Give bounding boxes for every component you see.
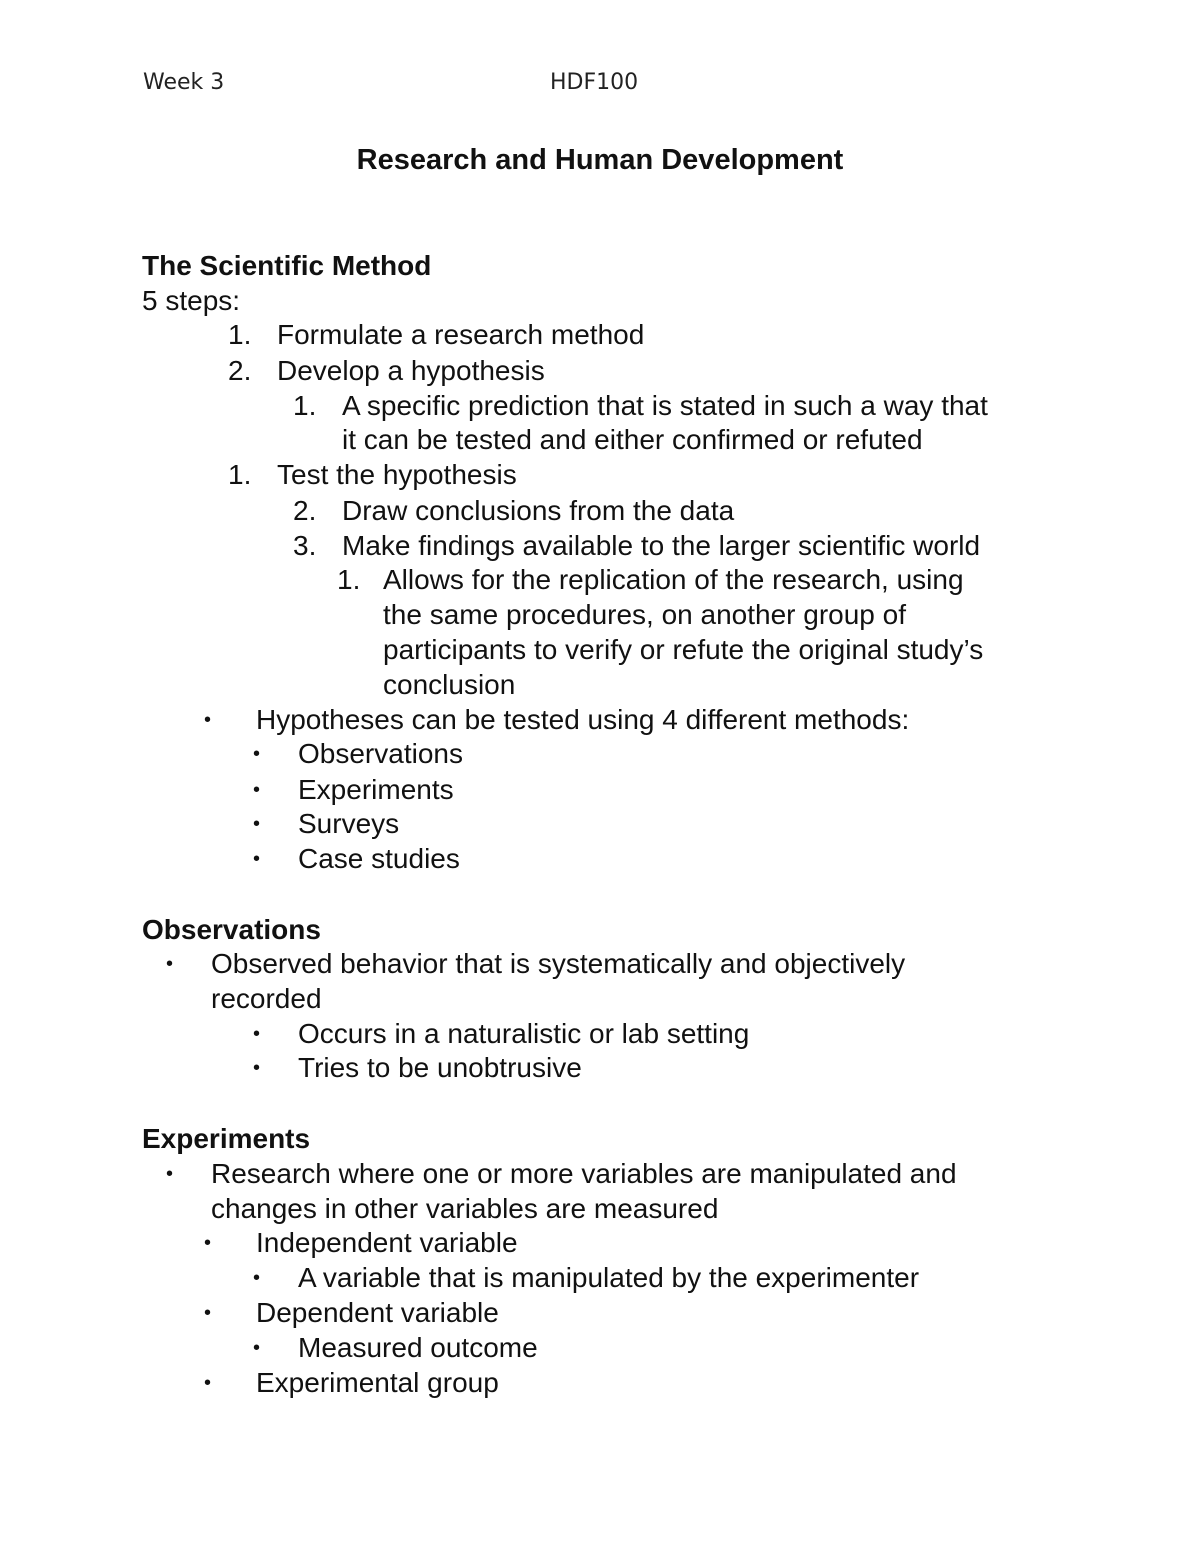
list-number: 1. — [228, 319, 252, 350]
bullet-icon: • — [253, 1023, 261, 1045]
list-number: 1. — [293, 390, 317, 421]
method-item: Observations — [298, 738, 463, 769]
list-item: Tries to be unobtrusive — [298, 1052, 582, 1083]
list-item: A specific prediction that is stated in such a way that — [342, 390, 988, 421]
bullet-icon: • — [253, 1057, 261, 1079]
bullet-icon: • — [253, 743, 261, 765]
list-item: Observed behavior that is systematically and objectively — [211, 948, 906, 979]
list-item: Experimental group — [256, 1367, 499, 1398]
list-number: 2. — [293, 495, 317, 526]
bullet-icon: • — [253, 779, 261, 801]
bullet-icon: • — [166, 1163, 174, 1185]
list-item: Occurs in a naturalistic or lab setting — [298, 1018, 750, 1049]
section-heading-experiments: Experiments — [142, 1123, 311, 1154]
steps-intro: 5 steps: — [142, 285, 241, 316]
bullet-icon: • — [204, 1372, 212, 1394]
list-item-continuation: the same procedures, on another group of — [383, 599, 907, 630]
list-number: 1. — [228, 459, 252, 490]
list-item: Make findings available to the larger scientific world — [342, 530, 981, 561]
list-number: 1. — [337, 564, 361, 595]
list-item: Allows for the replication of the research, using — [383, 564, 964, 595]
list-item: Draw conclusions from the data — [342, 495, 735, 526]
header-week: Week 3 — [143, 70, 225, 95]
header-course-code: HDF100 — [550, 70, 639, 95]
method-item: Surveys — [298, 808, 400, 839]
bullet-icon: • — [253, 813, 261, 835]
list-item: Hypotheses can be tested using 4 different methods: — [256, 704, 910, 735]
list-item: Independent variable — [256, 1227, 518, 1258]
section-heading-scientific-method: The Scientific Method — [142, 250, 432, 281]
bullet-icon: • — [204, 709, 212, 731]
list-item-continuation: changes in other variables are measured — [211, 1193, 719, 1224]
method-item: Experiments — [298, 774, 454, 805]
list-number: 3. — [293, 530, 317, 561]
list-item: Test the hypothesis — [277, 459, 517, 490]
list-item: Formulate a research method — [277, 319, 645, 350]
list-item: A variable that is manipulated by the experimenter — [298, 1262, 920, 1293]
section-heading-observations: Observations — [142, 914, 321, 945]
document-title: Research and Human Development — [356, 144, 844, 176]
list-item-continuation: it can be tested and either confirmed or refuted — [342, 424, 923, 455]
list-item: Measured outcome — [298, 1332, 538, 1363]
bullet-icon: • — [204, 1232, 212, 1254]
list-item-continuation: participants to verify or refute the original study’s — [383, 634, 984, 665]
bullet-icon: • — [253, 1337, 261, 1359]
list-number: 2. — [228, 355, 252, 386]
list-item-continuation: conclusion — [383, 669, 516, 700]
list-item: Develop a hypothesis — [277, 355, 545, 386]
bullet-icon: • — [166, 953, 174, 975]
method-item: Case studies — [298, 843, 460, 874]
bullet-icon: • — [253, 1267, 261, 1289]
bullet-icon: • — [253, 848, 261, 870]
list-item: Research where one or more variables are manipulated and — [211, 1158, 957, 1189]
list-item: Dependent variable — [256, 1297, 499, 1328]
bullet-icon: • — [204, 1302, 212, 1324]
list-item-continuation: recorded — [211, 983, 322, 1014]
